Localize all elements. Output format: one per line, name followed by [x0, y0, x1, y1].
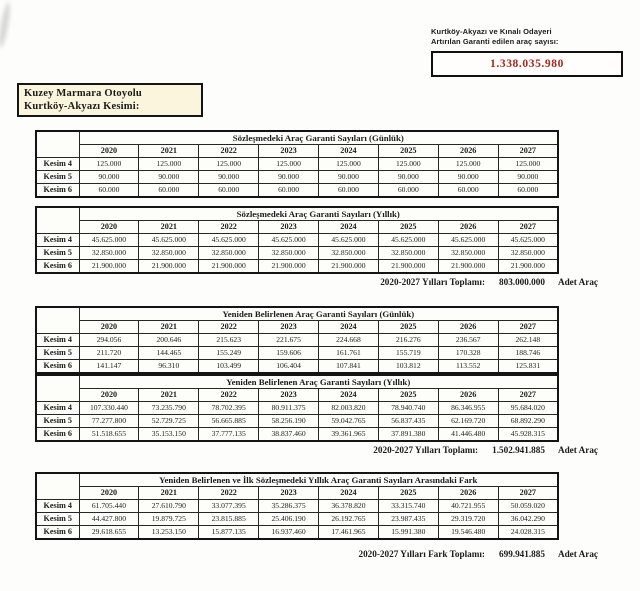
value-cell: 144.465 [139, 347, 199, 360]
value-cell: 90.000 [319, 171, 379, 184]
value-cell: 21.900.000 [199, 260, 259, 274]
value-cell: 90.000 [139, 171, 199, 184]
data-table-5 [35, 472, 559, 540]
value-cell: 107.841 [319, 360, 379, 374]
value-cell: 37.891.380 [378, 428, 438, 442]
value-cell: 200.646 [139, 334, 199, 347]
value-cell: 19.546.480 [438, 526, 498, 540]
table-row [36, 500, 558, 513]
value-cell: 45.625.000 [139, 234, 199, 247]
year-header: 2024 [319, 389, 379, 402]
value-cell: 125.000 [319, 158, 379, 171]
value-cell: 96.310 [139, 360, 199, 374]
year-header: 2020 [79, 389, 139, 402]
value-cell: 45.625.000 [79, 234, 139, 247]
table-row [36, 247, 558, 260]
value-cell: 50.059.020 [498, 500, 558, 513]
total-unit: Adet Araç [557, 277, 598, 287]
value-cell: 125.000 [378, 158, 438, 171]
value-cell: 90.000 [79, 171, 139, 184]
value-cell: 73.235.790 [139, 402, 199, 415]
year-header: 2023 [259, 389, 319, 402]
year-header: 2025 [378, 145, 438, 158]
value-cell: 90.000 [378, 171, 438, 184]
value-cell: 60.000 [79, 184, 139, 198]
table-title: Yeniden Belirlenen ve İlk Sözleşmedeki Yıllık Araç Garanti Sayıları Arasındaki Fark [79, 473, 558, 487]
table-row [36, 171, 558, 184]
value-cell: 23.987.435 [378, 513, 438, 526]
value-cell: 103.812 [378, 360, 438, 374]
value-cell: 60.000 [199, 184, 259, 198]
year-header: 2027 [498, 389, 558, 402]
table-row [36, 234, 558, 247]
value-cell: 32.850.000 [259, 247, 319, 260]
table-row [36, 347, 558, 360]
value-cell: 56.665.885 [199, 415, 259, 428]
value-cell: 86.346.955 [438, 402, 498, 415]
guarantee-summary [431, 27, 633, 77]
value-cell: 56.837.435 [378, 415, 438, 428]
value-cell: 236.567 [438, 334, 498, 347]
value-cell: 36.378.820 [319, 500, 379, 513]
row-label: Kesim 5 [36, 415, 79, 428]
row-label: Kesim 6 [36, 184, 79, 198]
value-cell: 24.028.315 [498, 526, 558, 540]
summary-line2: Artırılan Garanti edilen araç sayısı: [431, 37, 559, 46]
value-cell: 125.000 [259, 158, 319, 171]
year-header: 2021 [139, 145, 199, 158]
value-cell: 141.147 [79, 360, 139, 374]
value-cell: 188.746 [498, 347, 558, 360]
value-cell: 90.000 [259, 171, 319, 184]
value-cell: 90.000 [498, 171, 558, 184]
value-cell: 45.625.000 [378, 234, 438, 247]
value-cell: 60.000 [498, 184, 558, 198]
row-label: Kesim 6 [36, 526, 79, 540]
year-header: 2022 [199, 487, 259, 500]
value-cell: 82.003.820 [319, 402, 379, 415]
table-title: Sözleşmedeki Araç Garanti Sayıları (Günlük) [79, 131, 558, 145]
year-header: 2023 [259, 221, 319, 234]
scan-smudge-artifact [0, 2, 12, 49]
year-header: 2026 [438, 321, 498, 334]
value-cell: 23.815.885 [199, 513, 259, 526]
row-label: Kesim 4 [36, 234, 79, 247]
value-cell: 32.850.000 [438, 247, 498, 260]
value-cell: 60.000 [378, 184, 438, 198]
value-cell: 170.328 [438, 347, 498, 360]
total-line-contract [35, 277, 598, 287]
row-label: Kesim 4 [36, 158, 79, 171]
value-cell: 45.625.000 [498, 234, 558, 247]
value-cell: 15.877.135 [199, 526, 259, 540]
value-cell: 90.000 [199, 171, 259, 184]
value-cell: 52.729.725 [139, 415, 199, 428]
value-cell: 95.684.020 [498, 402, 558, 415]
year-header: 2021 [139, 321, 199, 334]
value-cell: 107.330.440 [79, 402, 139, 415]
value-cell: 45.625.000 [319, 234, 379, 247]
total-value: 803.000.000 [499, 277, 545, 287]
value-cell: 224.668 [319, 334, 379, 347]
value-cell: 21.900.000 [259, 260, 319, 274]
corner-cell [36, 375, 79, 402]
year-header: 2020 [79, 221, 139, 234]
value-cell: 59.042.765 [319, 415, 379, 428]
total-label: 2020-2027 Yılları Fark Toplamı: [358, 549, 485, 559]
year-header: 2025 [378, 487, 438, 500]
value-cell: 58.256.190 [259, 415, 319, 428]
value-cell: 45.625.000 [199, 234, 259, 247]
value-cell: 37.777.135 [199, 428, 259, 442]
row-label: Kesim 6 [36, 260, 79, 274]
row-label: Kesim 4 [36, 402, 79, 415]
year-header: 2024 [319, 487, 379, 500]
value-cell: 38.837.460 [259, 428, 319, 442]
value-cell: 215.623 [199, 334, 259, 347]
value-cell: 40.721.955 [438, 500, 498, 513]
table-row [36, 158, 558, 171]
table-row [36, 260, 558, 274]
value-cell: 60.000 [438, 184, 498, 198]
value-cell: 15.991.380 [378, 526, 438, 540]
total-unit: Adet Araç [557, 445, 598, 455]
value-cell: 125.000 [498, 158, 558, 171]
table-row [36, 526, 558, 540]
value-cell: 25.406.190 [259, 513, 319, 526]
year-header: 2020 [79, 487, 139, 500]
value-cell: 78.940.740 [378, 402, 438, 415]
year-header: 2024 [319, 321, 379, 334]
value-cell: 32.850.000 [319, 247, 379, 260]
value-cell: 80.911.375 [259, 402, 319, 415]
value-cell: 113.552 [438, 360, 498, 374]
value-cell: 17.461.965 [319, 526, 379, 540]
value-cell: 125.000 [139, 158, 199, 171]
value-cell: 262.148 [498, 334, 558, 347]
value-cell: 21.900.000 [378, 260, 438, 274]
year-header: 2027 [498, 145, 558, 158]
value-cell: 211.720 [79, 347, 139, 360]
value-cell: 159.606 [259, 347, 319, 360]
value-cell: 294.056 [79, 334, 139, 347]
value-cell: 32.850.000 [139, 247, 199, 260]
value-cell: 33.077.395 [199, 500, 259, 513]
table-row [36, 415, 558, 428]
value-cell: 77.277.800 [79, 415, 139, 428]
total-label: 2020-2027 Yılları Toplamı: [373, 445, 479, 455]
row-label: Kesim 5 [36, 513, 79, 526]
value-cell: 78.702.395 [199, 402, 259, 415]
year-header: 2021 [139, 389, 199, 402]
value-cell: 36.042.290 [498, 513, 558, 526]
value-cell: 33.315.740 [378, 500, 438, 513]
value-cell: 155.719 [378, 347, 438, 360]
year-header: 2021 [139, 487, 199, 500]
value-cell: 29.618.655 [79, 526, 139, 540]
year-header: 2025 [378, 389, 438, 402]
value-cell: 161.761 [319, 347, 379, 360]
table-row [36, 428, 558, 442]
section-title-box [17, 83, 203, 117]
value-cell: 32.850.000 [79, 247, 139, 260]
value-cell: 27.610.790 [139, 500, 199, 513]
guarantee-total-box [431, 51, 623, 77]
value-cell: 16.937.460 [259, 526, 319, 540]
value-cell: 125.000 [438, 158, 498, 171]
year-header: 2024 [319, 145, 379, 158]
value-cell: 61.705.440 [79, 500, 139, 513]
row-label: Kesim 6 [36, 428, 79, 442]
corner-cell [36, 473, 79, 500]
summary-line1: Kurtköy-Akyazı ve Kınalı Odayeri [431, 27, 552, 36]
data-table-4 [35, 374, 559, 442]
corner-cell [36, 131, 79, 158]
value-cell: 41.446.480 [438, 428, 498, 442]
table-title: Sözleşmedeki Araç Garanti Sayıları (Yıllık) [79, 207, 558, 221]
value-cell: 45.928.315 [498, 428, 558, 442]
table-row [36, 513, 558, 526]
year-header: 2026 [438, 145, 498, 158]
value-cell: 21.900.000 [498, 260, 558, 274]
value-cell: 51.518.655 [79, 428, 139, 442]
total-line-redetermined [35, 445, 598, 455]
table-row [36, 334, 558, 347]
value-cell: 125.000 [79, 158, 139, 171]
year-header: 2027 [498, 487, 558, 500]
data-table-2 [35, 206, 559, 274]
value-cell: 39.361.965 [319, 428, 379, 442]
value-cell: 21.900.000 [139, 260, 199, 274]
year-header: 2026 [438, 389, 498, 402]
year-header: 2025 [378, 321, 438, 334]
year-header: 2026 [438, 487, 498, 500]
row-label: Kesim 4 [36, 334, 79, 347]
row-label: Kesim 5 [36, 247, 79, 260]
total-line-difference [35, 549, 598, 559]
value-cell: 44.427.800 [79, 513, 139, 526]
value-cell: 32.850.000 [498, 247, 558, 260]
value-cell: 125.831 [498, 360, 558, 374]
data-table-1 [35, 130, 559, 198]
table-title: Yeniden Belirlenen Araç Garanti Sayıları (Yıllık) [79, 375, 558, 389]
section-title-line2: Kurtköy-Akyazı Kesimi: [24, 101, 140, 112]
year-header: 2023 [259, 487, 319, 500]
value-cell: 60.000 [139, 184, 199, 198]
value-cell: 21.900.000 [79, 260, 139, 274]
total-value: 699.941.885 [499, 549, 545, 559]
table-title: Yeniden Belirlenen Araç Garanti Sayıları (Günlük) [79, 307, 558, 321]
value-cell: 90.000 [438, 171, 498, 184]
year-header: 2026 [438, 221, 498, 234]
corner-cell [36, 307, 79, 334]
year-header: 2023 [259, 145, 319, 158]
row-label: Kesim 4 [36, 500, 79, 513]
section-title-line1: Kuzey Marmara Otoyolu [24, 88, 142, 99]
row-label: Kesim 5 [36, 347, 79, 360]
value-cell: 32.850.000 [199, 247, 259, 260]
year-header: 2027 [498, 321, 558, 334]
value-cell: 45.625.000 [438, 234, 498, 247]
value-cell: 221.675 [259, 334, 319, 347]
table-row [36, 360, 558, 374]
year-header: 2023 [259, 321, 319, 334]
year-header: 2022 [199, 221, 259, 234]
value-cell: 125.000 [199, 158, 259, 171]
value-cell: 68.892.290 [498, 415, 558, 428]
total-label: 2020-2027 Yılları Toplamı: [380, 277, 485, 287]
value-cell: 21.900.000 [438, 260, 498, 274]
total-value: 1.502.941.885 [492, 445, 545, 455]
value-cell: 216.276 [378, 334, 438, 347]
value-cell: 106.404 [259, 360, 319, 374]
year-header: 2022 [199, 145, 259, 158]
value-cell: 155.249 [199, 347, 259, 360]
value-cell: 62.169.720 [438, 415, 498, 428]
year-header: 2027 [498, 221, 558, 234]
year-header: 2020 [79, 145, 139, 158]
table-row [36, 402, 558, 415]
row-label: Kesim 5 [36, 171, 79, 184]
year-header: 2024 [319, 221, 379, 234]
year-header: 2022 [199, 389, 259, 402]
value-cell: 60.000 [259, 184, 319, 198]
value-cell: 19.879.725 [139, 513, 199, 526]
value-cell: 103.499 [199, 360, 259, 374]
table-row [36, 184, 558, 198]
value-cell: 45.625.000 [259, 234, 319, 247]
data-table-3 [35, 306, 559, 374]
value-cell: 26.192.765 [319, 513, 379, 526]
year-header: 2021 [139, 221, 199, 234]
year-header: 2020 [79, 321, 139, 334]
value-cell: 13.253.150 [139, 526, 199, 540]
value-cell: 32.850.000 [378, 247, 438, 260]
row-label: Kesim 6 [36, 360, 79, 374]
year-header: 2025 [378, 221, 438, 234]
value-cell: 21.900.000 [319, 260, 379, 274]
year-header: 2022 [199, 321, 259, 334]
value-cell: 60.000 [319, 184, 379, 198]
total-unit: Adet Araç [557, 549, 598, 559]
value-cell: 35.153.150 [139, 428, 199, 442]
value-cell: 35.286.375 [259, 500, 319, 513]
guarantee-total-value: 1.338.035.980 [490, 58, 564, 70]
value-cell: 29.319.720 [438, 513, 498, 526]
corner-cell [36, 207, 79, 234]
